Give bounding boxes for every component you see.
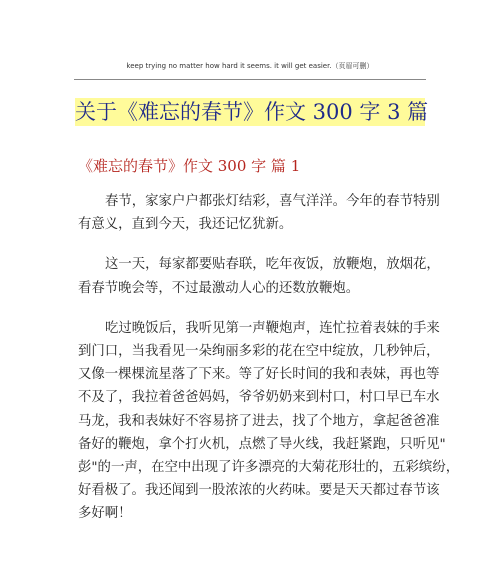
essay-body xyxy=(78,190,460,543)
paragraph-line: 多好啊！ xyxy=(78,506,132,522)
paragraph-line: 马龙，我和表妹好不容易挤了进去，找了个地方，拿起爸爸准 xyxy=(78,413,440,429)
paragraph-1 xyxy=(78,190,440,236)
header-divider xyxy=(74,79,426,80)
section-title: 《难忘的春节》作文 300 字 篇 1 xyxy=(78,157,301,175)
paragraph-line: 好看极了。我还闻到一股浓浓的火药味。要是天天都过春节该 xyxy=(78,483,440,499)
paragraph-3 xyxy=(78,317,460,526)
paragraph-line: 有意义，直到今天，我还记忆犹新。 xyxy=(78,217,293,233)
paragraph-line: 这一天，每家都要贴春联，吃年夜饭，放鞭炮，放烟花， xyxy=(105,257,440,273)
paragraph-2 xyxy=(78,253,440,299)
paragraph-line: 春节，家家户户都张灯结彩，喜气洋洋。今年的春节特别 xyxy=(105,194,440,209)
paragraph-line: 看春节晚会等，不过最激动人心的还数放鞭炮。 xyxy=(78,280,360,296)
paragraph-line: 彭"的一声，在空中出现了许多漂亮的大菊花形壮的，五彩缤纷， xyxy=(78,460,460,476)
paragraph-line: 备好的鞭炮，拿个打火机，点燃了导火线，我赶紧跑，只听见" xyxy=(78,436,446,452)
paragraph-line: 又像一棵棵流星落了下来。等了好长时间的我和表妹，再也等 xyxy=(78,367,440,383)
paragraph-line: 吃过晚饭后，我听见第一声鞭炮声，连忙拉着表妹的手来 xyxy=(105,320,440,336)
document-title: 关于《难忘的春节》作文 300 字 3 篇 xyxy=(75,100,429,124)
paragraph-line: 到门口，当我看见一朵绚丽多彩的花在空中绽放，几秒钟后， xyxy=(78,344,440,360)
page-header: keep trying no matter how hard it seems. it will get easier.（页眉可删） xyxy=(126,62,374,70)
paragraph-line: 不及了，我拉着爸爸妈妈，爷爷奶奶来到村口，村口早已车水 xyxy=(78,390,440,406)
